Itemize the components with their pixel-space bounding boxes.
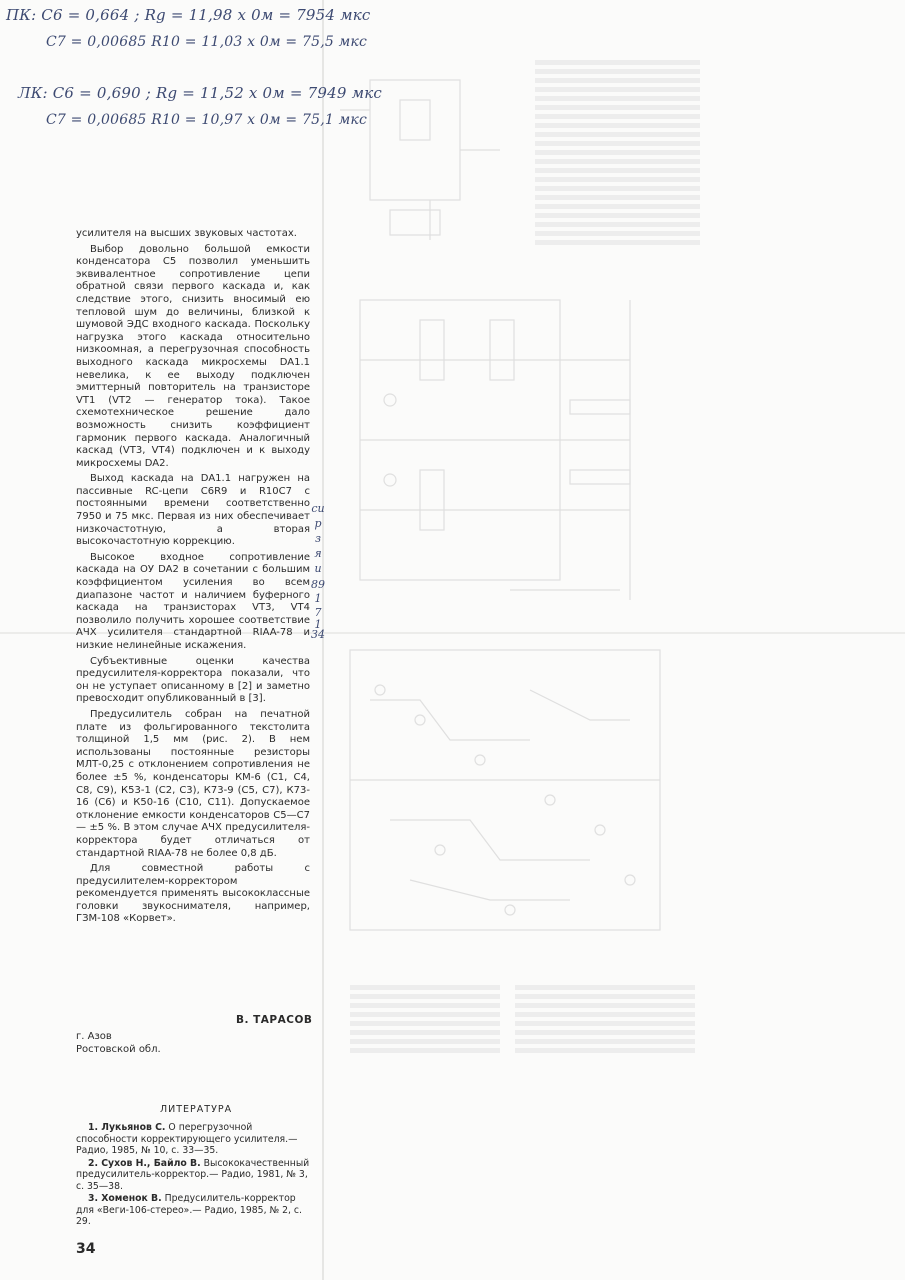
reference-item: 3. Хоменок В. Предусилитель-корректор для «Веги-106-стерео».— Радио, 1985, № 2, с. 29. xyxy=(76,1193,302,1227)
paragraph: Для совместной работы с предусилителем-корректором рекомендуется применять высококлассные головки звукоснимателя, например, ГЗМ-108 «Корвет». xyxy=(76,863,310,925)
reference-item: 1. Лукьянов С. О перегрузочной способности корректирующего усилителя.— Радио, 1985, № 10, с. 33—35. xyxy=(76,1122,298,1156)
show-through-text xyxy=(330,0,905,1280)
author-name: В. ТАРАСОВ xyxy=(236,1014,313,1026)
handwritten-note-4: C7 = 0,00685 R10 = 10,97 x 0м = 75,1 мкс xyxy=(46,112,368,128)
paragraph: Предусилитель собран на печатной плате из фольгированного текстолита толщиной 1,5 мм (рис. 2). В нем использованы постоянные резисторы МЛТ-0,25 с отклонением сопротивления не более ±5 %, конденсаторы КМ-6 (C1, C4, C8, C9), К53-1 (C2, C3), К73-9 (C5, C7), К73-16 (C6) и К50-16 (C10, C11). Допускаемое отклонение емкости конденсаторов C5—C7 — ±5 %. В этом случае АЧХ предусилителя-корректора будет отличаться от стандартной RIAA-78 не более 0,8 дБ. xyxy=(76,708,310,859)
margin-mark: 89 xyxy=(311,578,325,591)
reference-item: 2. Сухов Н., Байло В. Высококачественный предусилитель-корректор.— Радио, 1981, № 3, с. 35—38. xyxy=(76,1157,310,1192)
paragraph: Высокое входное сопротивление каскада на ОУ DA2 в сочетании с большим коэффициентом усиления во всем диапазоне частот и наличием буферного каскада на транзисторах VT3, VT4 позволило получить хорошее соответствие АЧХ усилителя стандартной RIAA-78 и низкие нелинейные искажения. xyxy=(76,551,310,651)
margin-mark: 34 xyxy=(311,628,325,641)
paragraph: усилителя на высших звуковых частотах. xyxy=(76,228,297,239)
handwritten-note-3: ЛК: C6 = 0,690 ; Rg = 11,52 x 0м = 7949 мкс xyxy=(18,84,382,102)
page-number: 34 xyxy=(76,1241,96,1257)
margin-mark: з xyxy=(315,532,321,545)
references-list xyxy=(76,1122,310,1229)
handwritten-note-1: ПК: C6 = 0,664 ; Rg = 11,98 x 0м = 7954 мкс xyxy=(6,6,371,24)
paragraph: Выход каскада на DA1.1 нагружен на пассивные RC-цепи C6R9 и R10C7 с постоянными времени соответственно 7950 и 75 мкс. Первая из них обеспечивает низкочастотную, а вторая высокочастотную коррекцию. xyxy=(76,473,310,548)
author-location xyxy=(76,1030,161,1056)
handwritten-note-2: C7 = 0,00685 R10 = 11,03 x 0м = 75,5 мкс xyxy=(46,34,368,50)
city-line: г. Азов xyxy=(76,1031,112,1042)
references-title: ЛИТЕРАТУРА xyxy=(160,1104,233,1115)
region-line: Ростовской обл. xyxy=(76,1044,161,1055)
margin-mark: я xyxy=(314,547,322,560)
margin-mark: 1 xyxy=(314,618,322,631)
margin-mark: 7 xyxy=(314,606,322,619)
paragraph: Выбор довольно большой емкости конденсатора C5 позволил уменьшить эквивалентное сопротивление цепи обратной связи первого каскада и, как следствие этого, снизить вносимый ею тепловой шум до величины, близкой к шумовой ЭДС входного каскада. Поскольку нагрузка этого каскада относительно низкоомная, а перегрузочная способность выходного каскада микросхемы DA1.1 невелика, к ее выходу подключен эмиттерный повторитель на транзисторе VT1 (VT2 — генератор тока). Такое схемотехническое решение дало возможность снизить коэффициент гармоник первого каскада. Аналогичный каскад (VT3, VT4) подключен и к выходу микросхемы DA2. xyxy=(76,243,310,469)
paragraph: Субъективные оценки качества предусилителя-корректора показали, что он не уступает описанному в [2] и заметно превосходит опубликованный в [3]. xyxy=(76,655,310,705)
margin-mark: р xyxy=(314,517,322,530)
margin-mark: си xyxy=(311,502,325,515)
article-body xyxy=(76,228,310,929)
margin-mark: 1 xyxy=(314,592,322,605)
margin-mark: и xyxy=(314,562,322,575)
